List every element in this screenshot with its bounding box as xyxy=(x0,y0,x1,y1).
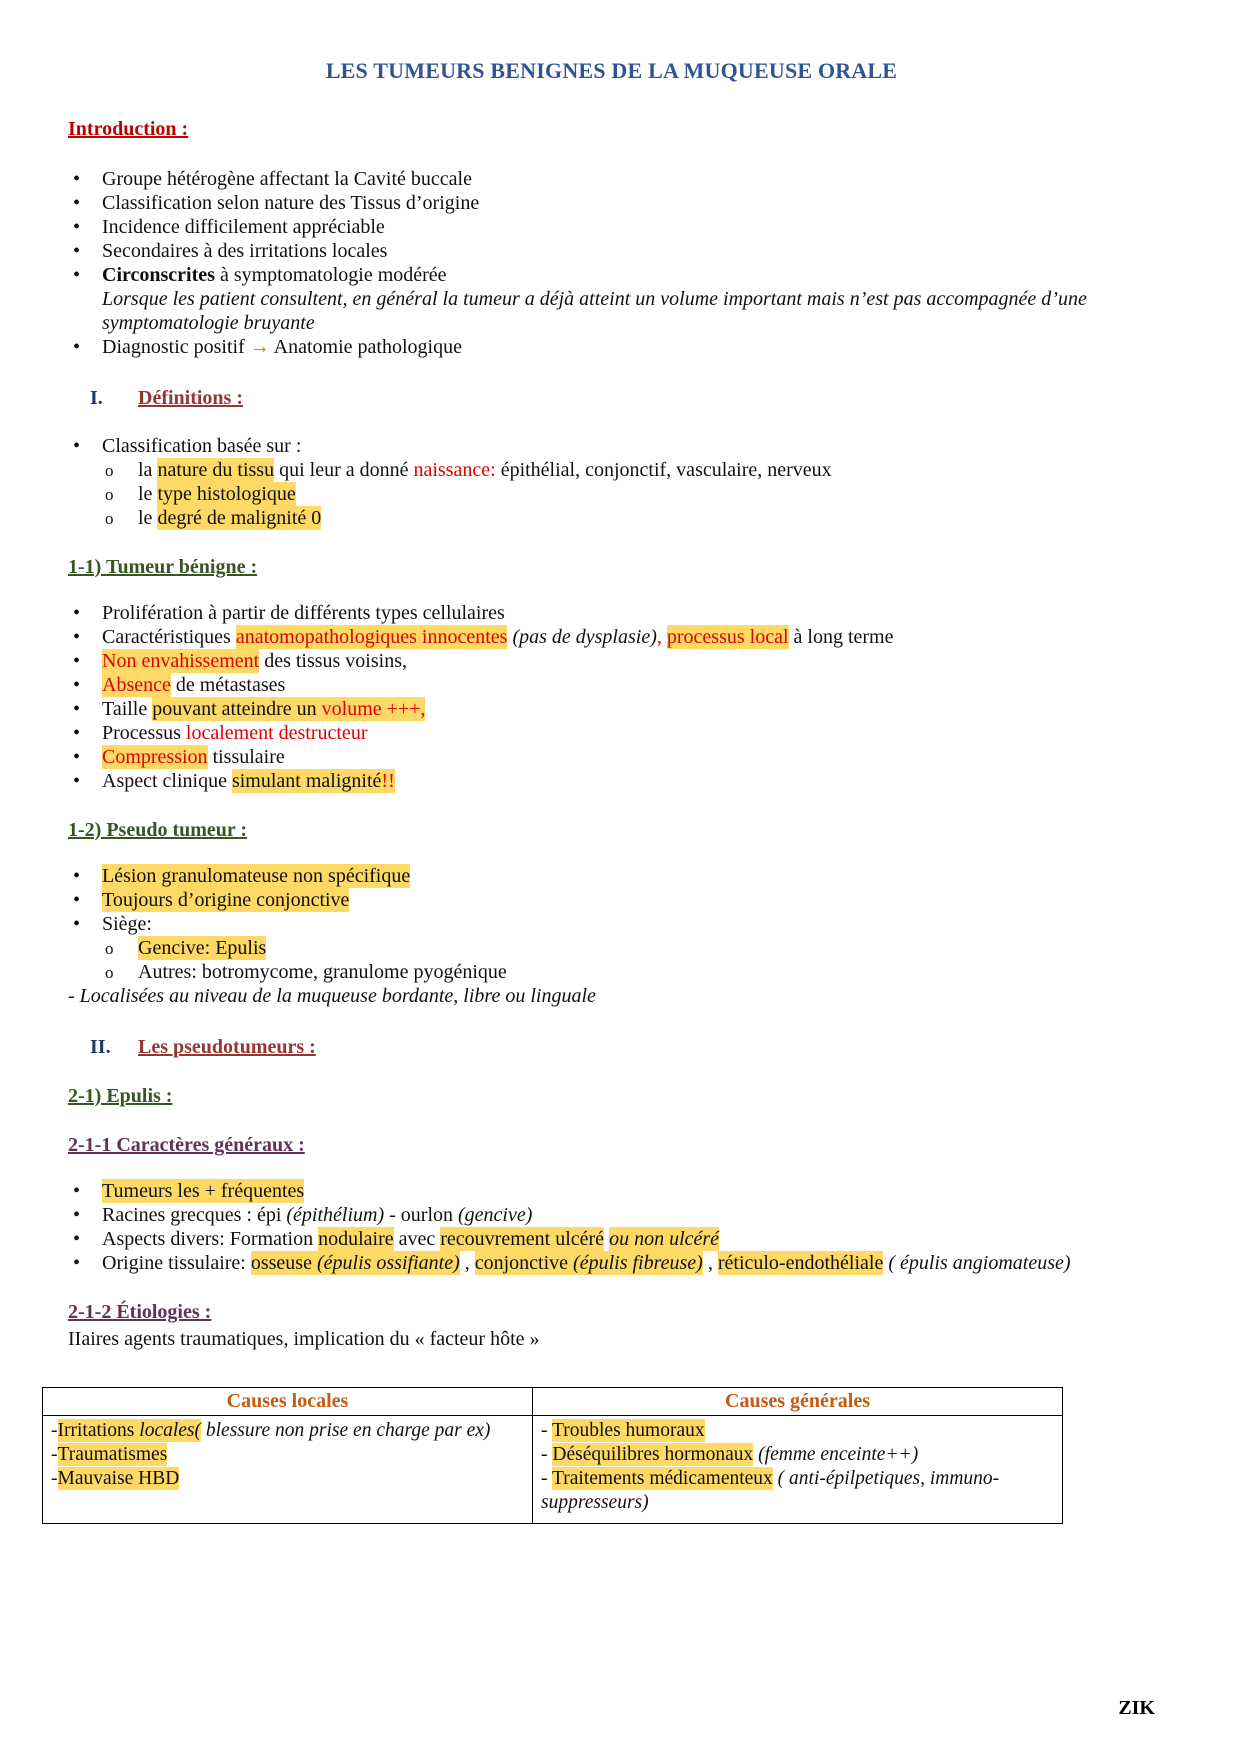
section-label: Les pseudotumeurs : xyxy=(138,1036,316,1058)
causes-generales-cell xyxy=(533,1416,1063,1524)
bullet-item xyxy=(68,721,1155,745)
section-number: I. xyxy=(90,387,103,409)
bullet-note: Lorsque les patient consultent, en général la tumeur a déjà atteint un volume important mais n’est pas accompagnée d’une symptomatologie bruyante xyxy=(102,288,1087,334)
bullet-text: • Non envahissement des tissus voisins, xyxy=(102,650,407,672)
bullet-item xyxy=(68,215,1155,239)
caracteres-list xyxy=(68,1179,1155,1275)
table-row xyxy=(43,1416,1063,1524)
heading-etiologies: 2-1-2 Étiologies : xyxy=(68,1301,212,1323)
bullet-item xyxy=(68,673,1155,697)
sub-bullet-item xyxy=(68,458,1155,482)
bullet-text: • Siège: xyxy=(102,913,152,935)
bullet-text: • Incidence difficilement appréciable xyxy=(102,216,385,238)
bullet-text: • Toujours d’origine conjonctive xyxy=(102,889,350,911)
definitions-list xyxy=(68,434,1155,458)
heading-epulis: 2-1) Epulis : xyxy=(68,1085,173,1107)
table-line: - Déséquilibres hormonaux (femme enceinte++) xyxy=(541,1444,919,1465)
pseudo-note: - Localisées au niveau de la muqueuse bordante, libre ou linguale xyxy=(68,985,596,1007)
bullet-text: o Autres: botromycome, granulome pyogénique xyxy=(138,961,507,983)
bullet-text: • Processus localement destructeur xyxy=(102,722,368,744)
table-line: - Traitements médicamenteux ( anti-épilpetiques, immuno-suppresseurs) xyxy=(541,1468,1000,1513)
heading-introduction: Introduction : xyxy=(68,118,189,140)
heading-pseudo-tumeur: 1-2) Pseudo tumeur : xyxy=(68,819,248,841)
bullet-text: • Classification basée sur : xyxy=(102,435,302,457)
bullet-text: • Racines grecques : épi (épithélium) - ourlon (gencive) xyxy=(102,1204,533,1226)
bullet-text: • Absence de métastases xyxy=(102,674,286,696)
bullet-text: • Secondaires à des irritations locales xyxy=(102,240,388,262)
pseudo-sublist xyxy=(68,936,1155,984)
table-header-row xyxy=(43,1388,1063,1416)
bullet-item xyxy=(68,434,1155,458)
bullet-text: • Groupe hétérogène affectant la Cavité buccale xyxy=(102,168,472,190)
page-footer-initials: ZIK xyxy=(1118,1697,1155,1719)
table-line: -Traumatismes xyxy=(51,1444,168,1465)
heading-caracteres-generaux: 2-1-1 Caractères généraux : xyxy=(68,1134,305,1156)
pseudo-list xyxy=(68,864,1155,936)
table-header-causes-generales: Causes générales xyxy=(533,1388,1063,1416)
bullet-item xyxy=(68,335,1155,359)
table-line: -Irritations locales( blessure non prise en charge par ex) xyxy=(51,1420,491,1441)
sub-bullet-item xyxy=(68,506,1155,530)
bullet-text: o la nature du tissu qui leur a donné naissance: épithélial, conjonctif, vasculaire, nerveux xyxy=(138,459,832,481)
section-heading-definitions xyxy=(90,387,1155,410)
bullet-item xyxy=(68,912,1155,936)
bullet-text: o le type histologique xyxy=(138,483,296,505)
bullet-item xyxy=(68,601,1155,625)
bullet-item xyxy=(68,1203,1155,1227)
bullet-text: • Caractéristiques anatomopathologiques innocentes (pas de dysplasie), processus local à long terme xyxy=(102,626,894,648)
bullet-item xyxy=(68,745,1155,769)
bullet-text: • Lésion granulomateuse non spécifique xyxy=(102,865,411,887)
section-number: II. xyxy=(90,1036,111,1058)
bullet-text: • Compression tissulaire xyxy=(102,746,285,768)
document-title: LES TUMEURS BENIGNES DE LA MUQUEUSE ORALE xyxy=(325,58,898,83)
causes-table xyxy=(42,1387,1063,1524)
bullet-text: o Gencive: Epulis xyxy=(138,937,267,959)
bullet-item xyxy=(68,697,1155,721)
bullet-text: • Circonscrites à symptomatologie modérée xyxy=(102,264,447,286)
bullet-text: o le degré de malignité 0 xyxy=(138,507,322,529)
bullet-item xyxy=(68,769,1155,793)
section-heading-pseudotumeurs xyxy=(90,1036,1155,1059)
etiologies-line: IIaires agents traumatiques, implication du « facteur hôte » xyxy=(68,1328,540,1350)
sub-bullet-item xyxy=(68,936,1155,960)
bullet-text: • Aspect clinique simulant malignité!! xyxy=(102,770,395,792)
bullet-text: • Aspects divers: Formation nodulaire avec recouvrement ulcéré ou non ulcéré xyxy=(102,1228,720,1250)
bullet-text: • Classification selon nature des Tissus d’origine xyxy=(102,192,480,214)
bullet-item xyxy=(68,167,1155,191)
benign-list xyxy=(68,601,1155,793)
bullet-text: • Origine tissulaire: osseuse (épulis ossifiante) , conjonctive (épulis fibreuse) , réticulo-endothéliale ( épulis angiomateuse) xyxy=(102,1252,1071,1274)
bullet-item xyxy=(68,864,1155,888)
sub-bullet-item xyxy=(68,482,1155,506)
causes-locales-cell xyxy=(43,1416,533,1524)
section-label: Définitions : xyxy=(138,387,243,409)
bullet-item xyxy=(68,263,1155,335)
bullet-item xyxy=(68,649,1155,673)
bullet-item xyxy=(68,1179,1155,1203)
bullet-item xyxy=(68,888,1155,912)
bullet-item xyxy=(68,239,1155,263)
bullet-item xyxy=(68,1251,1155,1275)
table-header-causes-locales: Causes locales xyxy=(43,1388,533,1416)
introduction-list xyxy=(68,167,1155,359)
heading-tumeur-benigne: 1-1) Tumeur bénigne : xyxy=(68,556,258,578)
bullet-text: • Prolifération à partir de différents types cellulaires xyxy=(102,602,505,624)
bullet-item xyxy=(68,1227,1155,1251)
bullet-item xyxy=(68,191,1155,215)
table-line: -Mauvaise HBD xyxy=(51,1468,180,1489)
definitions-sublist xyxy=(68,458,1155,530)
bullet-item xyxy=(68,625,1155,649)
table-line: - Troubles humoraux xyxy=(541,1420,705,1441)
bullet-text: • Taille pouvant atteindre un volume +++, xyxy=(102,698,426,720)
bullet-text: • Tumeurs les + fréquentes xyxy=(102,1180,305,1202)
bullet-text: • Diagnostic positif → Anatomie pathologique xyxy=(102,336,462,358)
sub-bullet-item xyxy=(68,960,1155,984)
